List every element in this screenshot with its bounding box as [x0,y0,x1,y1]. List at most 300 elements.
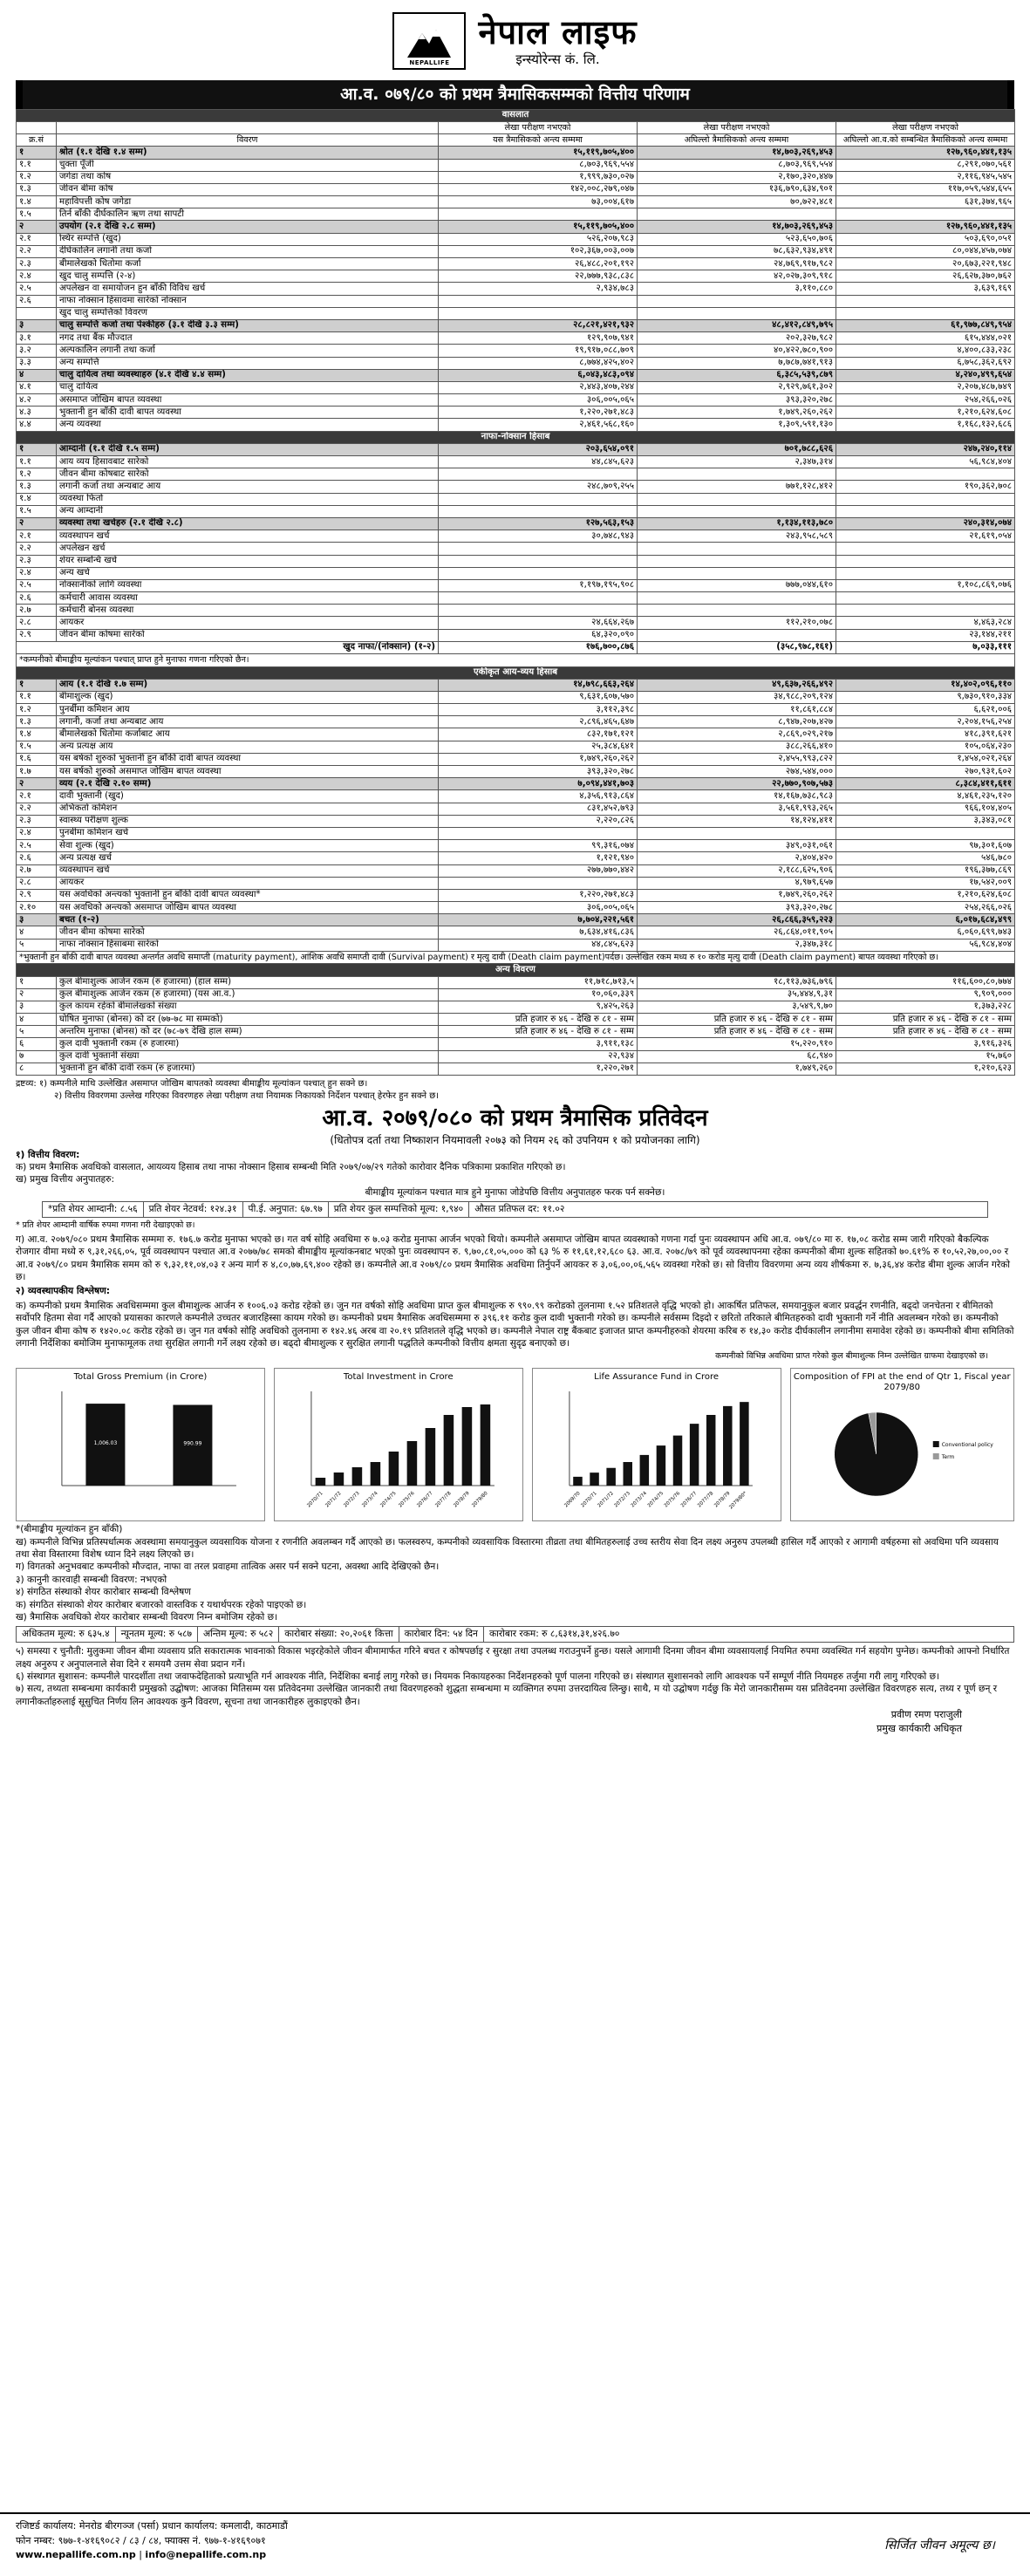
note-text: *भुक्तानी हुन बाँकी दावी बापत व्यवस्था अन्तर्गत अवधि समाप्ती (maturity payment), आंशिक अवधि समाप्ती दावी (Survival payment) र मृत्यु दावी (Death claim payment)पर्दछ। उल्लेखित रकम मध्य रु १० करोड मृत्यु दावी (Death claim payment) बापत व्यवस्था गरिएको छ। [17,951,1015,964]
row-value: २०३,६५४,०९१ [439,443,638,455]
row-value: ७३,००४,६१७ [439,196,638,208]
row-desc: भुक्तानी हुन बाँकी दावी बापत व्यवस्था [57,407,439,419]
row-value [638,827,836,839]
row-value: ७,७८७,७४१,९१३ [638,357,836,369]
table-row [17,902,1015,914]
row-value: १,१९७,१९५,९०८ [439,579,638,591]
row-value: ३९३,३२०,२७८ [638,394,836,407]
row-value: ३४,९८८,२०९,१२४ [638,691,836,703]
row-value: ११,७१८,७१३,५ [439,976,638,988]
row-desc: अल्पकालिन लगानी तथा कर्जा [57,345,439,357]
row-sn: १.४ [17,728,57,741]
row-value: २,९२९,७६१,३०२ [638,381,836,393]
row-value: ११,८६१,८८४ [638,704,836,716]
table-row [17,283,1015,295]
row-desc: बीमाशुल्क (खुद) [57,691,439,703]
row-desc: सेवा शुल्क (खुद) [57,840,439,852]
row-desc: महाविपत्ती कोष जगेडा [57,196,439,208]
row-value: २,९३४,७८३ [439,283,638,295]
row-value [836,555,1015,567]
row-desc: लगानी कर्जा तथा अन्यबाट आय [57,481,439,493]
section-heading: १) वित्तीय विवरण: [16,1149,80,1160]
table-row [17,579,1015,591]
row-value: ४९,६३७,२६६,४९२ [638,679,836,691]
row-value: ९,७३०,९१०,३३४ [836,691,1015,703]
bar [351,1467,362,1486]
row-value: १४,७९८,६६३,२६४ [439,679,638,691]
share-max: अधिकतम मूल्य: रु ६३५.४ [17,1627,116,1642]
table-row [17,394,1015,407]
row-desc: तिर्न बाँकी दीर्घकालिन ऋण तथा सापटी [57,208,439,221]
row-value: १०,०६०,३३९ [439,988,638,1001]
row-value: २५४,२६६,०२६ [836,902,1015,914]
table-row [17,976,1015,988]
row-value: १,७४९,२६०,२६२ [439,753,638,765]
row-value: २,१८८,६२५,९०६ [638,864,836,877]
data-label: 1,006.03 [93,1440,118,1447]
chart-title: Composition of FPI at the end of Qtr 1, Fiscal year 2079/80 [793,1372,1011,1393]
row-desc: अन्य खर्च [57,567,439,579]
row-value: १४,७०३,२६९,४५३ [638,221,836,233]
col-header: अघिल्लो आ.व.को सम्बन्धित त्रैमासिकको अन्त्य सम्ममा [836,134,1015,147]
tick-label: 2076/77 [416,1491,434,1509]
table-row [17,407,1015,419]
tick-label: 2070/71 [580,1491,598,1509]
row-value: ८३१,४५२,७९३ [439,803,638,815]
table-row [17,592,1015,605]
tick-label: 2077/78 [696,1491,715,1509]
row-value: ६१५,४४४,०२१ [836,332,1015,345]
row-value: ३,९१६,३२६ [836,1038,1015,1050]
row-desc: यस अवधिको अन्त्यको भुक्तानी हुन बाँकी दावी बापत व्यवस्था* [57,889,439,901]
row-desc: लगानी, कर्जा तथा अन्यबाट आय [57,716,439,728]
row-value: २२,७७७,९३८,८३८ [439,270,638,283]
row-desc: कुल दावी भुक्तानी रकम (रु हजारमा) [57,1038,439,1050]
row-desc: जगेडा तथा कोष [57,171,439,183]
table-row [17,493,1015,505]
section-title: वासलात [17,109,1015,121]
table-row [17,171,1015,183]
row-desc: कर्मचारी आवास व्यवस्था [57,592,439,605]
row-value [836,567,1015,579]
row-value: १५,११९,७०५,४०० [439,147,638,159]
row-value [638,567,836,579]
row-desc: अन्य सम्पत्ति [57,357,439,369]
legend-label: Term [941,1454,954,1461]
charts-row [16,1368,1014,1521]
website-link[interactable]: www.nepallife.com.np [16,2549,136,2560]
row-value: ६४,३२०,०९० [439,629,638,641]
col-blank [17,121,57,133]
ratio-footnote: * प्रति शेयर आम्दानी वार्षिक रुपमा गणना गरी देखाइएको छ। [16,1220,195,1230]
table-row [17,988,1015,1001]
table-row [17,852,1015,864]
row-value: ८,७०३,९६९,५५४ [439,159,638,171]
table-row [17,567,1015,579]
row-value: ६,३८५,५३९,८७९ [638,369,836,381]
row-value [439,567,638,579]
row-sn: १.२ [17,171,57,183]
report-paragraph: ५) समस्या र चुनौती: मुलुकमा जीवन बीमा व्यवसाय प्रति सकारात्मक भावनाको विकास भइरहेकोले जीवन बीमामार्फत गरिने बचत र कोषपर्छाइ र सुरक्षा तथा उपलब्ध गराउनुपर्ने हुन्छ। यसले आगामी दिनमा जीवन बीमा व्यवसायलाई नियमित रुपमा व्यवस्थित गर्न सहयोग पुग्नेछ। कम्पनीको आफ्नो निर्धारित लक्ष्य अनुरुप र अनुपालनाले सेवा दिने र समयमै उत्तम सेवा प्रदान गर्ने। [16,1646,1010,1670]
row-value: २,८९६,४६५,६४७ [439,716,638,728]
row-value: २,८६९,०२९,२१७ [638,728,836,741]
legend-swatch [932,1453,938,1459]
bar [639,1455,649,1486]
row-value: ५६,९८४,४०४ [836,456,1015,468]
row-value: १,२२०,२७१ [439,1063,638,1075]
para-1a: क) प्रथम त्रैमासिक अवधिको वासलात, आयव्यय हिसाब तथा नाफा नोक्सान हिसाब सम्बन्धी मिति २०७९/०७/२९ गतेको कारोवार दैनिक पत्रिकामा प्रकाशित गरिएको छ। [16,1162,566,1173]
tick-label: 2076/77 [679,1491,699,1509]
row-value: २,३४७,३१८ [638,939,836,951]
row-value [439,493,638,505]
row-value: ५२३,६५०,७०६ [638,233,836,245]
row-value: २,२२०,८२६ [439,815,638,827]
row-sn: २ [17,988,57,1001]
row-sn: १.७ [17,766,57,778]
row-desc: आयकर [57,617,439,629]
row-value: २,११६,९४५,५४५ [836,171,1015,183]
row-value [836,543,1015,555]
row-value: ८०,०४४,४५७,०७४ [836,245,1015,257]
bar [425,1428,435,1486]
row-value: २४,६६४,२६७ [439,617,638,629]
row-value: १५,७६० [836,1050,1015,1063]
row-value [439,592,638,605]
row-sn: १.१ [17,159,57,171]
table-row [17,319,1015,331]
col-header: लेखा परीक्षण नभएको [638,121,836,133]
row-value: ३५,४४४,९,३१ [638,988,836,1001]
email-link[interactable]: info@nepallife.com.np [145,2549,267,2560]
chart-gross-premium [16,1368,265,1521]
tick-label: 2079/80* [727,1491,748,1511]
share-amount: कारोबार रकम: रु ८,६३१४,३१,४२६.७० [488,1629,620,1640]
row-sn: १.३ [17,481,57,493]
tick-label: 2069/70 [563,1491,582,1509]
tick-label: 2073/74 [361,1491,379,1509]
row-desc: जीवन बीमा कोषमा सारेको [57,629,439,641]
table-row [17,1038,1015,1050]
row-desc: पुनर्बीमा कमिशन खर्च [57,827,439,839]
row-value: ११६,६००,८०,७७४ [836,976,1015,988]
bar [606,1468,616,1486]
row-desc: व्यय (२.१ देखि २.१० सम्म) [57,778,439,790]
table-row [17,741,1015,753]
row-sn: १.५ [17,741,57,753]
row-desc: कुल बीमाशुल्क आर्जन रकम (रु हजारमा) (यस आ.व.) [57,988,439,1001]
row-value: ९,९०९,००० [836,988,1015,1001]
row-sn: २.४ [17,270,57,283]
bar [740,1402,749,1486]
row-value: १,२१०,६२४,६०८ [836,889,1015,901]
header-row [17,121,1015,133]
row-value: २६,८६४,०११,९०५ [638,926,836,939]
row-desc: चालु सम्पत्ति कर्जा तथा पेश्कीहरु (३.१ देखि ३.३ सम्म) [57,319,439,331]
row-value [439,208,638,221]
row-sn: २.३ [17,555,57,567]
net-profit-label: खुद नाफा/(नोक्सान) (१-२) [17,641,439,653]
row-sn: २.३ [17,815,57,827]
chart-life-fund [532,1368,781,1521]
row-desc: घोषित मुनाफा (बोनस) को दर (७७-७८ मा सम्मको) [57,1014,439,1026]
tick-label: 2074/75 [379,1491,398,1509]
tagline: सिर्जित जीवन अमूल्य छ। [884,2538,995,2552]
table-row [17,468,1015,481]
row-value: ११७,०५९,५४४,६५५ [836,183,1015,195]
row-value: १४,७०३,२६९,४५३ [638,147,836,159]
row-value: २०,६७३,२२१,९४८ [836,258,1015,270]
row-value: १,२२०,२७१,४८३ [439,407,638,419]
row-value: २०२,३२७,९८२ [638,332,836,345]
share-count: कारोबार संख्या: २०,२०६१ कित्ता [279,1627,399,1642]
row-desc: जीवन बीमा कोषबाट सारेको [57,468,439,481]
row-value [439,307,638,319]
table-row [17,605,1015,617]
row-sn: २.१ [17,530,57,543]
bar [480,1404,490,1486]
table-row [17,1014,1015,1026]
row-sn: ४ [17,369,57,381]
tick-label: 2075/76 [663,1491,681,1509]
row-value: २७०,९३१,६०२ [836,766,1015,778]
row-sn: ६ [17,1038,57,1050]
table-row [17,914,1015,926]
row-value [638,629,836,641]
row-sn: १.२ [17,468,57,481]
col-header: क्र.सं [17,134,57,147]
section-header-row [17,964,1015,976]
note-row [17,654,1015,667]
row-value: प्रति हजार रु ४६ - देखि रु ८१ - सम्म [439,1026,638,1038]
ratio-eps: *प्रति शेयर आम्दानी: ८.५६ [43,1202,144,1217]
row-sn: ३.३ [17,357,57,369]
table-row [17,840,1015,852]
row-sn: ७ [17,1050,57,1063]
row-value: ९७,३०१,६०७ [836,840,1015,852]
bar [406,1441,417,1486]
row-value: १४,१२४,४११ [638,815,836,827]
row-sn: १ [17,443,57,455]
row-desc: व्यवस्था तथा खर्चहरु (२.१ देखि २.८) [57,517,439,530]
table-row [17,939,1015,951]
table-row [17,877,1015,889]
row-value: ४,४००,८३३,२३८ [836,345,1015,357]
row-desc: यस बर्षको शुरुको असमाप्त जोखिम बापत व्यवस्था [57,766,439,778]
table-row [17,159,1015,171]
footer-phone: फोन नम्बर: ९७७-१-४१६९०८२ / ८३ / ८४, फ्याक्स नं. ९७७-१-४१६९०७१ [16,2534,266,2546]
row-sn: २.६ [17,295,57,307]
row-sn: १.५ [17,505,57,517]
row-sn: २.५ [17,579,57,591]
row-value: १९०,३६२,७०८ [836,481,1015,493]
table-row [17,369,1015,381]
row-value: २४७,२४०,११४ [836,443,1015,455]
bar [443,1415,454,1486]
row-value: १०५,०६४,२३० [836,741,1015,753]
row-value: १५,२२०,९१० [638,1038,836,1050]
row-value: २,४०४,४२० [638,852,836,864]
row-value: २७७,७७०,४४२ [439,864,638,877]
row-value: ७०१,७८८,६२६ [638,443,836,455]
row-value: ७०,७२२,४८१ [638,196,836,208]
row-value: ४,४६१,२३५,१२० [836,790,1015,803]
share-min: न्यूनतम मूल्य: रु ५८७ [116,1627,198,1642]
row-value: ३,११०,८८० [638,283,836,295]
row-desc: दावी भुक्तानी (खुद) [57,790,439,803]
footer: रजिष्टर्ड कार्यालय: मेनरोड बीरगञ्ज (पर्सा) प्रधान कार्यालय: कमलादी, काठमाडौं फोन नम्बर: ९७७-१-४१६९०८२ / ८३ / ८४, फ्याक्स नं. ९७७-१-४१६९०७१ www.nepallife.com.np | info@nepallife.com.np सिर्जित जीवन अमूल्य छ। [0,2512,1030,2576]
row-value: ३०,७४८,९४३ [439,530,638,543]
table-row [17,543,1015,555]
row-value: २४०,३१४,०७४ [836,517,1015,530]
row-value [439,827,638,839]
row-desc: अपलेखन खर्च [57,543,439,555]
row-sn: ४ [17,1014,57,1026]
row-sn: २.१० [17,902,57,914]
row-value: ४४,८४५,६२३ [439,939,638,951]
section-financial [16,1149,1014,1199]
table-row [17,704,1015,716]
chart-svg [17,1383,264,1513]
table-row [17,221,1015,233]
report-subtitle: (धितोपत्र दर्ता तथा निष्काशन नियमावली २०७३ को नियम २६ को उपनियम १ को प्रयोजनका लागि) [330,1134,700,1147]
row-sn: १ [17,679,57,691]
table-row [17,790,1015,803]
row-desc: अन्य व्यवस्था [57,419,439,431]
bar [333,1472,344,1486]
row-value: ६,०४३,४८३,०९४ [439,369,638,381]
net-profit-value: १७६,७००,८७६ [439,641,638,653]
table-row [17,233,1015,245]
row-sn: ३ [17,319,57,331]
table-row [17,728,1015,741]
row-value: ४,४६३,२८४ [836,617,1015,629]
row-value: ३,३४३,०८१ [836,815,1015,827]
table-row [17,517,1015,530]
chart-svg [275,1383,522,1513]
row-value: ९६६,१०४,४०५ [836,803,1015,815]
row-value: ४४,८४५,६२३ [439,456,638,468]
row-value: ७,६३४,४१६,८३६ [439,926,638,939]
row-sn: २.६ [17,592,57,605]
row-desc: शेयर सम्बन्धि खर्च [57,555,439,567]
row-value [836,295,1015,307]
row-value: २,१७०,३२०,४४७ [638,171,836,183]
row-desc: अन्य प्रत्यक्ष खर्च [57,852,439,864]
row-value: २,४४३,४०७,२४४ [439,381,638,393]
row-value: ३९३,३२०,२७८ [439,766,638,778]
row-value [836,827,1015,839]
tick-label: 2071/72 [597,1491,615,1509]
row-desc: स्थिर सम्पत्ति (खुद) [57,233,439,245]
row-value: ४,९७९,६५७ [638,877,836,889]
row-desc: अन्य आम्दानी [57,505,439,517]
row-value: ६,०१७,६८४,४९९ [836,914,1015,926]
table-row [17,381,1015,393]
row-desc: जीवन बीमा कोष [57,183,439,195]
table-row [17,864,1015,877]
tick-label: 2075/76 [398,1491,416,1509]
row-value: ४२,०२७,३०९,९१८ [638,270,836,283]
tick-label: 2070/71 [306,1491,324,1509]
row-sn: २.२ [17,803,57,815]
table-row [17,766,1015,778]
row-sn: २.६ [17,852,57,864]
row-value: ३,६३९,१६९ [836,283,1015,295]
row-sn: ३.२ [17,345,57,357]
row-value [638,605,836,617]
row-value: १९,९१७,०८८,७०९ [439,345,638,357]
section-tail [16,1645,1014,1708]
row-value: १९६,३७७,८६९ [836,864,1015,877]
row-sn: १ [17,147,57,159]
row-value: १,४५४,०२१,२६४ [836,753,1015,765]
bar [461,1407,472,1486]
row-sn: ५ [17,939,57,951]
row-value [439,605,638,617]
mountain-icon [403,24,455,59]
row-value: ४०,४२२,७८०,९०० [638,345,836,357]
table-row [17,753,1015,765]
row-sn: १.५ [17,208,57,221]
row-sn: १.१ [17,456,57,468]
chart-title: Total Investment in Crore [343,1372,454,1383]
page-title: आ.व. ०७९/८० को प्रथम त्रैमासिकसम्मको वित्तीय परिणाम [16,80,1014,109]
signer-name: प्रवीण रमण पराजुली [890,1709,962,1721]
row-desc: व्यवस्थापन खर्च [57,864,439,877]
row-value: ८,९४७,२०७,४२७ [638,716,836,728]
row-sn: २.४ [17,827,57,839]
row-sn: २.३ [17,258,57,270]
row-value: ४८,४१२,८४९,७९५ [638,319,836,331]
share-row [16,1626,1014,1643]
row-value [439,877,638,889]
row-desc: व्यवस्था फिर्ता [57,493,439,505]
row-value [638,295,836,307]
row-value: ७७१,१२८,४१२ [638,481,836,493]
row-value: ३,५४९,९,७० [638,1001,836,1013]
row-desc: स्वास्थ्य परीक्षण शुल्क [57,815,439,827]
row-value: ४,३५६,९१३,८६४ [439,790,638,803]
table-row [17,1001,1015,1013]
row-value [638,208,836,221]
row-value: ९,६३१,६०७,५७० [439,691,638,703]
section-header-row [17,666,1015,679]
note-text: *कम्पनीको बीमाङ्कीय मूल्यांकन पश्चात् प्राप्त हुने मुनाफा गणना गरिएको छैन। [17,654,1015,667]
row-sn: १.३ [17,716,57,728]
table-row [17,345,1015,357]
row-desc: बीमालेखको धितोमा कर्जा [57,258,439,270]
tick-label: 2071/72 [324,1491,343,1509]
row-desc: दीर्घकालिन लगानी तथा कर्जा [57,245,439,257]
row-value [439,295,638,307]
table-row [17,691,1015,703]
row-value [439,468,638,481]
row-sn: २.९ [17,629,57,641]
table-row [17,815,1015,827]
row-value: १,३०९,५९१,१३० [638,419,836,431]
signer-title: प्रमुख कार्यकारी अधिकृत [877,1722,962,1734]
col-header: अघिल्लो त्रैमासिकको अन्त्य सम्ममा [638,134,836,147]
row-value [638,493,836,505]
row-value: ९,४२५,२६३ [439,1001,638,1013]
table-row [17,505,1015,517]
row-sn: १.३ [17,183,57,195]
row-value [638,555,836,567]
row-sn: ५ [17,1026,57,1038]
ratio-note: बीमाङ्कीय मूल्यांकन पश्चात मात्र हुने मुनाफा जोडेपछि वित्तीय अनुपातहरु फरक पर्न सक्नेछ। [365,1186,665,1198]
row-desc: चुक्ता पूँजी [57,159,439,171]
table-row [17,1063,1015,1075]
